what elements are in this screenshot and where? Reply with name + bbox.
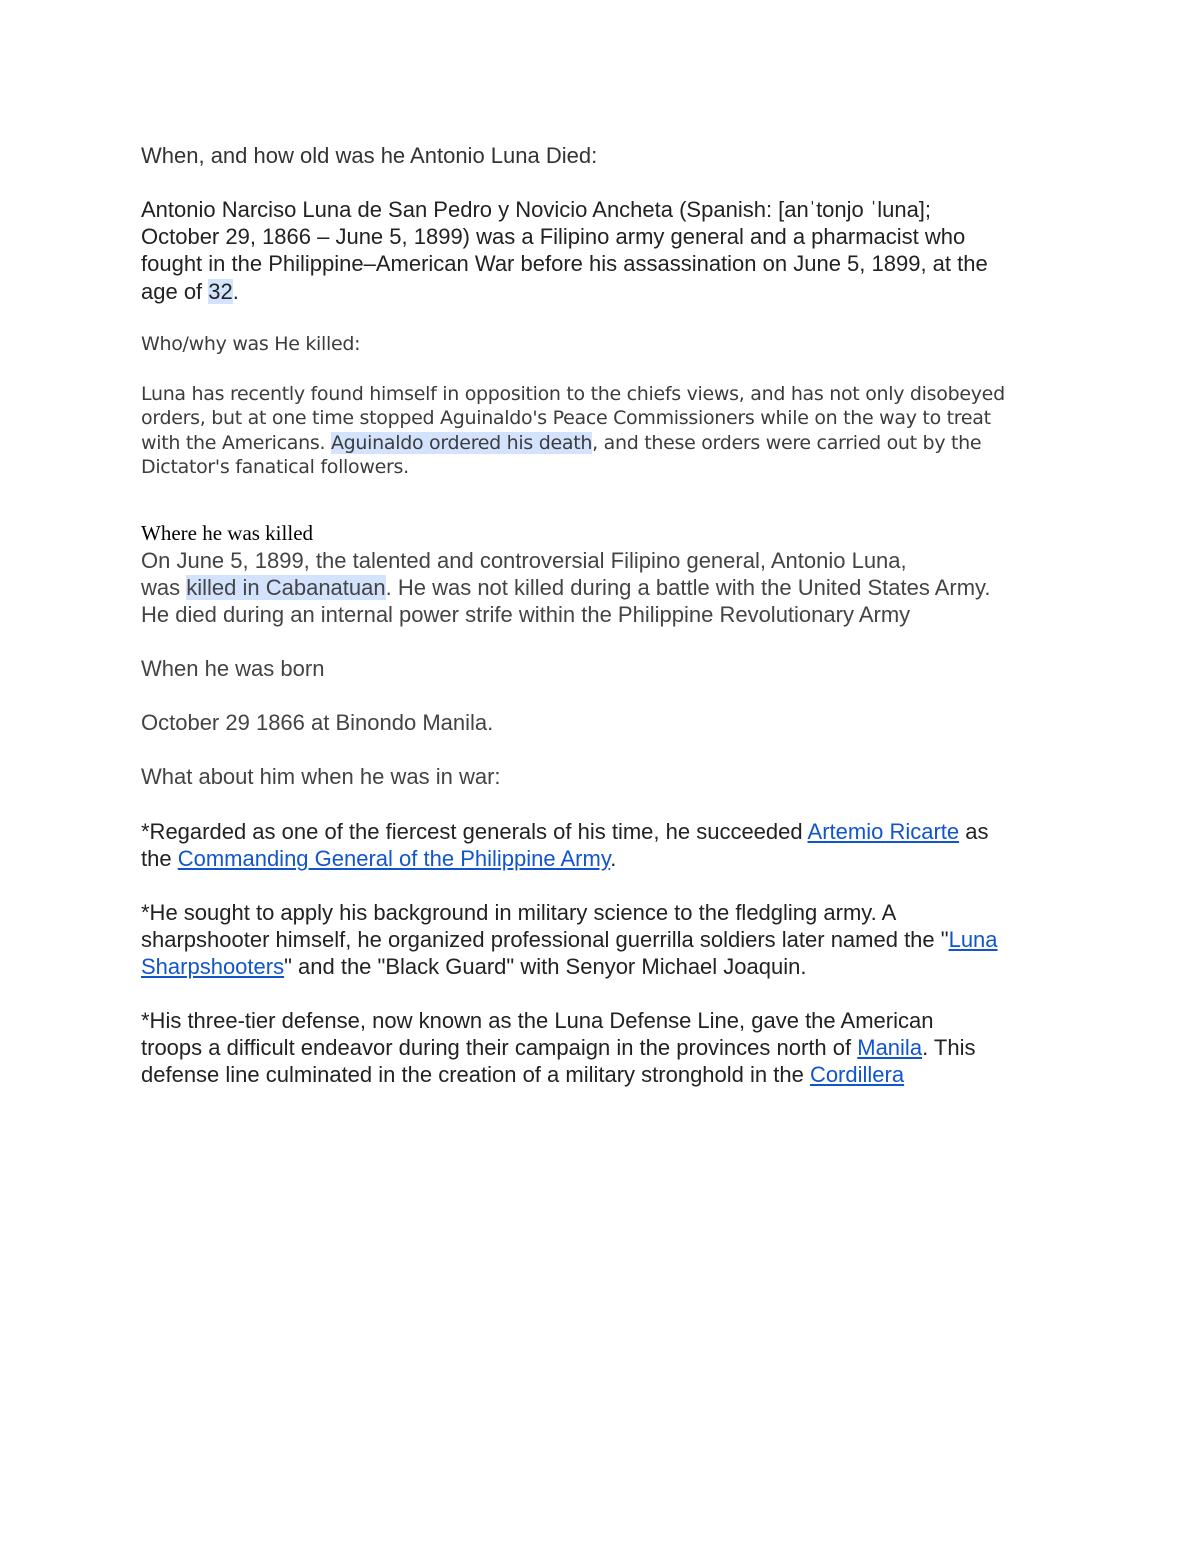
paragraph-line: Antonio Narciso Luna de San Pedro y Novicio Ancheta (Spanish: [anˈtonjo ˈluna];	[141, 197, 932, 222]
paragraph-line	[141, 431, 981, 455]
link-luna-sharpshooters[interactable]: Luna	[948, 927, 998, 952]
paragraph-line: fought in the Philippine–American War before his assassination on June 5, 1899, at the	[141, 251, 988, 276]
link-manila[interactable]: Manila	[857, 1035, 923, 1060]
text-span: the	[141, 846, 178, 871]
question-heading-where: Where he was killed	[141, 521, 314, 545]
text-span: defense line culminated in the creation of a military stronghold in the	[141, 1062, 810, 1087]
paragraph-line: *His three-tier defense, now known as the Luna Defense Line, gave the American	[141, 1008, 934, 1033]
text-span: with the Americans.	[141, 432, 331, 454]
text-span: age of	[141, 279, 209, 304]
paragraph-line: Luna has recently found himself in opposition to the chiefs views, and has not only disobeyed	[141, 383, 1005, 405]
question-heading-war: What about him when he was in war:	[141, 764, 501, 789]
link-commanding-general[interactable]: Commanding General of the Philippine Army	[177, 846, 611, 871]
link-luna-sharpshooters-cont[interactable]: Sharpshooters	[141, 954, 285, 979]
paragraph-line: *He sought to apply his background in military science to the fledgling army. A	[141, 900, 897, 925]
question-heading-death: When, and how old was he Antonio Luna Died:	[141, 143, 598, 168]
paragraph-line: orders, but at one time stopped Aguinaldo's Peace Commissioners while on the way to treat	[141, 407, 991, 429]
highlighted-location: killed in Cabanatuan	[186, 575, 386, 600]
paragraph-line: He died during an internal power strife within the Philippine Revolutionary Army	[141, 602, 911, 627]
question-heading-born: When he was born	[141, 656, 325, 681]
paragraph-line	[141, 278, 239, 305]
paragraph-line: October 29, 1866 – June 5, 1899) was a Filipino army general and a pharmacist who	[141, 224, 966, 249]
paragraph-line	[141, 818, 988, 845]
paragraph-line	[141, 953, 806, 980]
link-artemio-ricarte[interactable]: Artemio Ricarte	[807, 819, 960, 844]
paragraph-line: Dictator's fanatical followers.	[141, 456, 409, 478]
highlighted-order: Aguinaldo ordered his death	[330, 432, 593, 454]
paragraph-line	[141, 1061, 904, 1088]
text-span: sharpshooter himself, he organized professional guerrilla soldiers later named the "	[141, 927, 949, 952]
text-span: , and these orders were carried out by the	[592, 432, 982, 454]
text-span: . He was not killed during a battle with the United States Army.	[385, 575, 991, 600]
text-span: .	[232, 279, 239, 304]
text-span: as	[959, 819, 989, 844]
text-span: troops a difficult endeavor during their campaign in the provinces north of	[141, 1035, 858, 1060]
text-span: " and the "Black Guard" with Senyor Michael Joaquin.	[284, 954, 807, 979]
paragraph-line	[141, 926, 998, 953]
paragraph-line	[141, 1034, 975, 1061]
link-cordillera[interactable]: Cordillera	[809, 1062, 905, 1087]
question-heading-who-why: Who/why was He killed:	[141, 333, 361, 355]
text-span: *Regarded as one of the fiercest generals of his time, he succeeded	[141, 819, 808, 844]
highlighted-age: 32	[208, 279, 233, 304]
text-span: . This	[922, 1035, 976, 1060]
paragraph-line: On June 5, 1899, the talented and controversial Filipino general, Antonio Luna,	[141, 548, 907, 573]
answer-born: October 29 1866 at Binondo Manila.	[141, 710, 494, 735]
paragraph-line	[141, 845, 616, 872]
text-span: was	[141, 575, 187, 600]
text-span: .	[610, 846, 617, 871]
paragraph-line	[141, 574, 991, 601]
